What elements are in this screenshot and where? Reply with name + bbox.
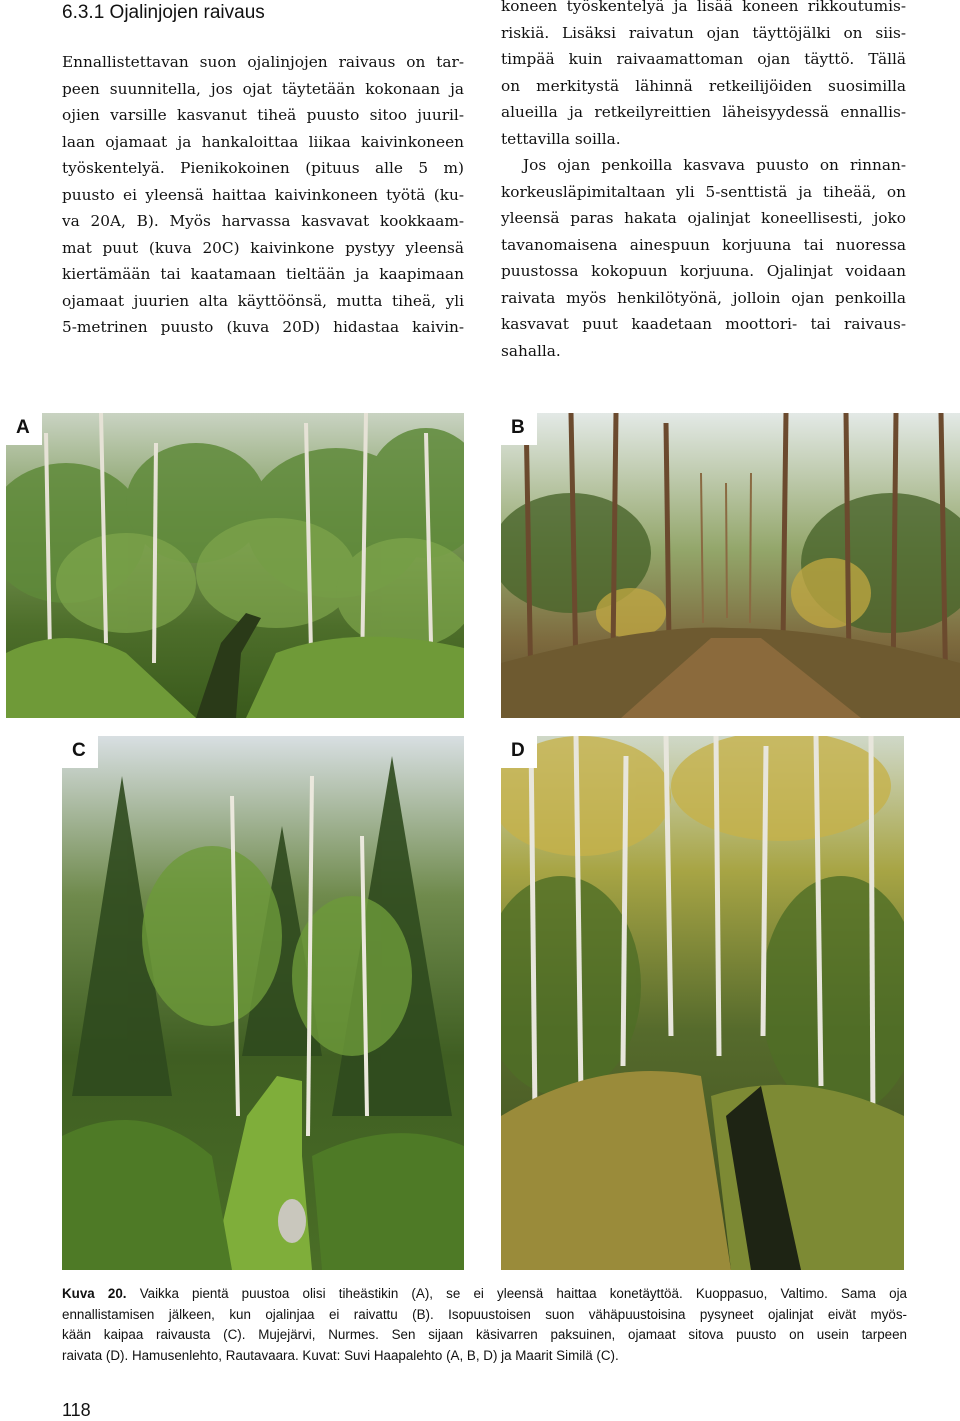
section-heading: 6.3.1 Ojalinjojen raivaus	[62, 2, 265, 23]
body-text-left-column	[62, 49, 464, 341]
photo-a-young-birch-ditch	[6, 413, 464, 718]
photo-label: D	[501, 736, 537, 768]
text-line: riskiä. Lisäksi raivatun ojan täyttöjälki on siis-	[501, 23, 906, 42]
text-line: korkeusläpimitaltaan yli 5-senttistä ja tiheää, on	[501, 182, 906, 201]
text-line: 5-metrinen puusto (kuva 20D) hidastaa kaivin-	[62, 318, 464, 336]
text-line: yleensä paras hakata ojalinjat koneellisesti, joko	[501, 209, 906, 227]
body-text-right-column	[501, 0, 906, 364]
paragraph-raivaus-intro	[62, 49, 464, 341]
forest-photo-c-image	[62, 736, 464, 1270]
text-line: raivata myös henkilötyönä, jolloin ojan penkoilla	[501, 288, 906, 307]
text-line: laan ojamaat ja hankaloittaa liikaa kaivinkoneen	[62, 132, 464, 151]
text-line: Ennallistettavan suon ojalinjojen raivaus on tar-	[62, 53, 464, 71]
photo-label: A	[6, 413, 42, 445]
caption-text: Vaikka pientä puustoa olisi tiheästikin (A), se ei yleensä haittaa konetäyttöä. Kuoppasuo, Valtimo. Sama oja	[126, 1286, 907, 1301]
photo-c-mossy-ditch	[62, 736, 464, 1270]
text-line: ojamaat juurien alta käyttöönsä, mutta tiheä, yli	[62, 291, 464, 310]
text-line: Jos ojan penkoilla kasvava puusto on rinnan-	[523, 156, 906, 174]
photo-label: B	[501, 413, 537, 445]
text-line: peen suunnitella, jos ojat täytetään kokonaan ja	[62, 79, 464, 98]
paragraph-hakkuu	[501, 152, 906, 364]
forest-photo-a-image	[6, 413, 464, 718]
paragraph-continuation	[501, 0, 906, 152]
text-line: alueilla ja retkeilyreittien läheisyydessä ennallis-	[501, 103, 906, 121]
figure-caption	[62, 1284, 907, 1366]
text-line: on merkitystä lähinnä retkeilijöiden suosimilla	[501, 76, 906, 95]
text-line: timpää kuin raivaamattoman ojan täyttö. Tällä	[501, 50, 906, 68]
caption-line	[62, 1284, 907, 1305]
forest-photo-d-image	[501, 736, 904, 1270]
caption-line: raivata (D). Hamusenlehto, Rautavaara. Kuvat: Suvi Haapalehto (A, B, D) ja Maarit Similä (C).	[62, 1347, 619, 1363]
text-line: koneen työskentelyä ja lisää koneen rikkoutumis-	[501, 0, 906, 15]
text-line: kasvavat puut kaadetaan moottori- tai raivaus-	[501, 315, 906, 333]
caption-line: ennallistamisen jälkeen, kun ojalinjaa ei raivattu (B). Isopuustoisen suon vähäpuustoisina pysyneet ojalinjat eivät myös-	[62, 1306, 907, 1322]
text-line: mat puut (kuva 20C) kaivinkone pystyy yleensä	[62, 238, 464, 257]
text-line: kiertämään tai kaatamaan tieltään ja kaapimaan	[62, 265, 464, 283]
caption-lead: Kuva 20.	[62, 1286, 127, 1301]
photo-label: C	[62, 736, 98, 768]
forest-photo-b-image	[501, 413, 960, 718]
text-line: ojien varsille kasvanut tiheä puusto sitoo juuril-	[62, 106, 464, 124]
text-line: tettavilla soilla.	[501, 129, 621, 148]
text-line: työskentelyä. Pienikokoinen (pituus alle 5 m)	[62, 159, 464, 177]
text-line: puusto ei yleensä haittaa kaivinkoneen työtä (ku-	[62, 185, 464, 204]
text-line: tavanomaisena ainespuun korjuuna tai nuoressa	[501, 235, 906, 254]
text-line: va 20A, B). Myös harvassa kasvavat kookkaam-	[62, 212, 464, 230]
photo-b-pine-ditch-line	[501, 413, 960, 718]
text-line: puustossa kokopuun korjuuna. Ojalinjat voidaan	[501, 262, 906, 280]
caption-line: kään kaipaa raivausta (C). Mujejärvi, Nurmes. Sen sijaan käsivarren paksuinen, ojamaat sitova puusto on usein tarpeen	[62, 1327, 907, 1342]
page-number: 118	[62, 1400, 91, 1420]
text-line: sahalla.	[501, 341, 561, 360]
photo-d-dense-birch-ditch	[501, 736, 904, 1270]
